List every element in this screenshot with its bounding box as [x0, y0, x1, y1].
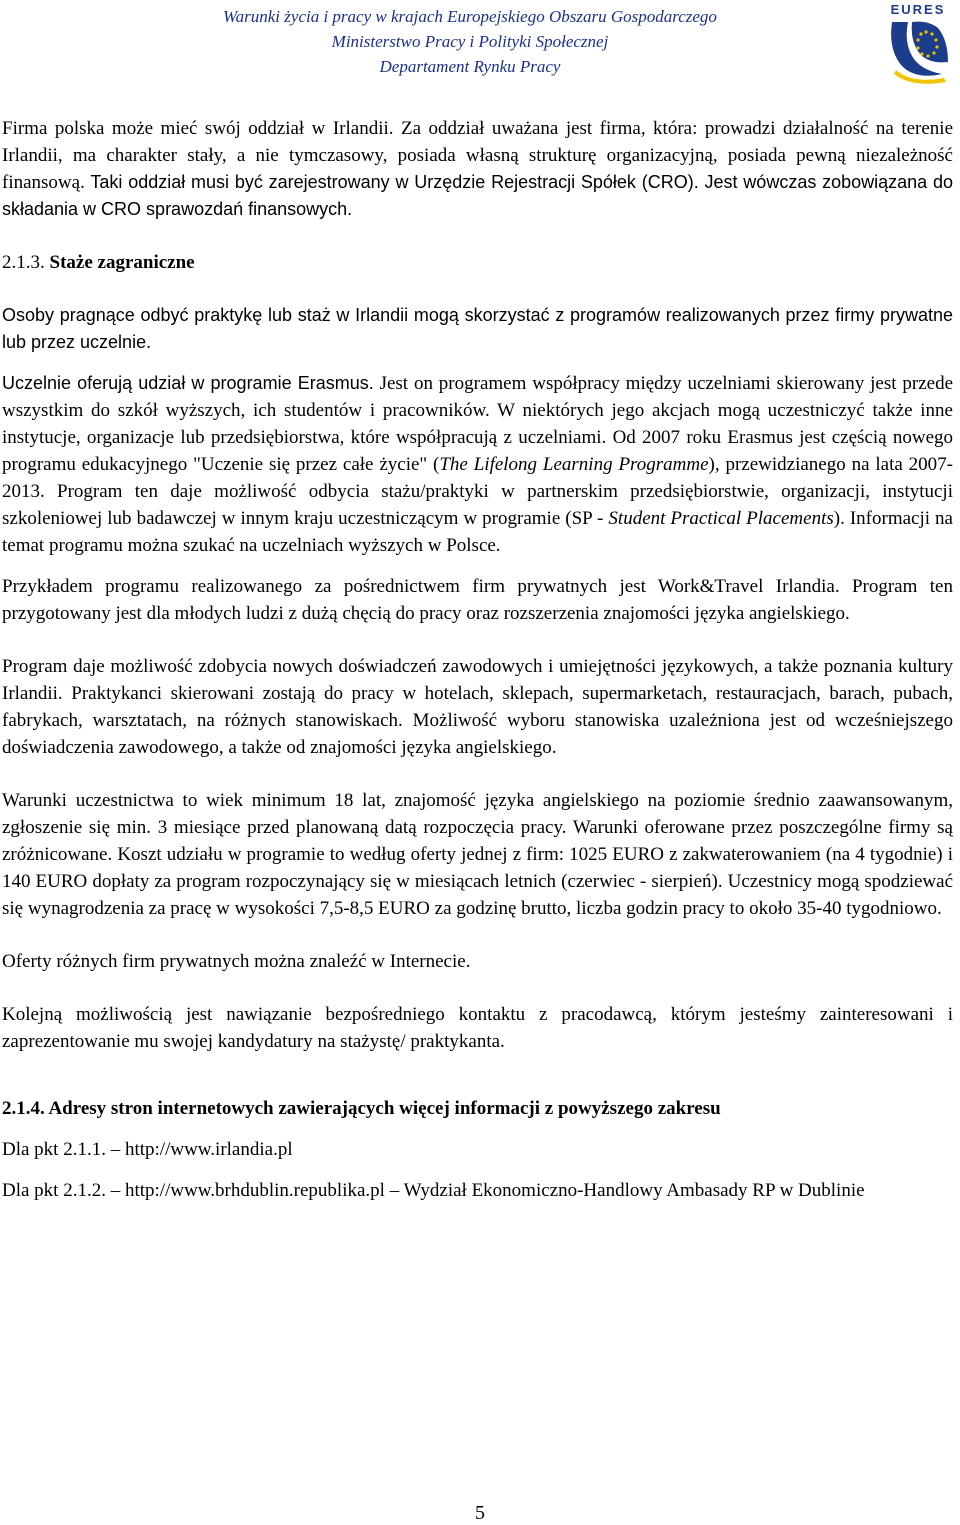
paragraph-offers-online: Oferty różnych firm prywatnych można znaleźć w Internecie. [2, 951, 471, 972]
erasmus-placement-text: ), przewidzianego na lata 2007-2013. Program ten daje możliwość odbycia stażu/praktyki w partnerskim przedsiębiorstwie, organizacji, instytucji szkoleniowej lub badawczej w innym kraju uczestniczącym w programie (SP - [2, 454, 953, 529]
erasmus-cooperation-text: Jest on programem współpracy między uczelniami skierowany jest przede wszystkim do szkół wyższych, ich studentów i pracowników. W niektórych jego akcjach mogą uczestniczyć także inne instytucje, organizacje lub przedsiębiorstwa, które współpracują z uczelniami. [2, 373, 953, 448]
student-practical-placements-name: Student Practical Placements [608, 508, 834, 529]
section-number: 2.1.3. [2, 252, 45, 273]
paragraph-program-benefits: Program daje możliwość zdobycia nowych doświadczeń zawodowych i umiejętności językowych, a także poznania kultury Irlandii. Praktykanci skierowani zostają do pracy w hotelach, sklepach, supermarketach, restauracjach, barach, pubach, fabrykach, warsztatach, na różnych stanowiskach. Możliwość wyboru stanowiska uzależniona jest od wcześniejszego doświadczenia zawodowego, a także od znajomości języka angielskiego. [2, 656, 953, 758]
section-title: Staże zagraniczne [49, 252, 195, 273]
header-department-line: Departament Rynku Pracy [379, 57, 561, 76]
branch-registration-text: Taki oddział musi być zarejestrowany w Urzędzie Rejestracji Spółek (CRO). Jest wówczas zobowiązana do składania w CRO sprawozdań finansowych. [2, 172, 954, 219]
paragraph-direct-contact: Kolejną możliwością jest nawiązanie bezpośredniego kontaktu z pracodawcą, którym jesteśmy zainteresowani i zaprezentowanie mu swojej kandydatury na stażystę/ praktykanta. [2, 1004, 953, 1052]
lifelong-learning-programme-name: The Lifelong Learning Programme [439, 454, 709, 475]
page-header [0, 0, 960, 80]
paragraph-work-travel: Przykładem programu realizowanego za pośrednictwem firm prywatnych jest Work&Travel Irlandia. Program ten przygotowany jest dla młodych ludzi z dużą chęcią do pracy oraz rozszerzenia znajomości języka angielskiego. [2, 576, 953, 624]
section-heading-2-1-4-text: 2.1.4. Adresy stron internetowych zawierających więcej informacji z powyższego zakresu [2, 1098, 721, 1119]
header-ministry-line: Ministerstwo Pracy i Polityki Społecznej [331, 32, 609, 51]
erasmus-intro-text: Uczelnie oferują udział w programie Erasmus. [2, 373, 374, 393]
header-title-line: Warunki życia i pracy w krajach Europejskiego Obszaru Gospodarczego [223, 7, 717, 26]
paragraph-participation-conditions: Warunki uczestnictwa to wiek minimum 18 lat, znajomość języka angielskiego na poziomie średnio zaawansowanym, zgłoszenie się min. 3 miesiące przed planowaną datą rozpoczęcia pracy. Warunki oferowane przez poszczególne firmy są zróżnicowane. Koszt udziału w programie to według oferty jednej z firm: 1025 EURO z zakwaterowaniem (na 4 tygodnie) i 140 EURO dopłaty za program rozpoczynający się w miesiącach letnich (czerwiec - sierpień). Uczestnicy mogą spodziewać się wynagrodzenia za pracę w wysokości 7,5-8,5 EURO za godzinę brutto, liczba godzin pracy to około 35-40 tygodniowo. [2, 790, 953, 919]
erasmus-programme-text: Od 2007 roku Erasmus jest częścią nowego programu edukacyjnego "Uczenie się przez całe życie" ( [2, 427, 954, 475]
paragraph-internships-intro: Osoby pragnące odbyć praktykę lub staż w Irlandii mogą skorzystać z programów realizowanych przez firmy prywatne lub przez uczelnie. [2, 305, 953, 352]
header-text [120, 4, 820, 79]
paragraph-erasmus [2, 370, 953, 559]
document-body [2, 115, 953, 1204]
paragraph-branch [2, 115, 953, 223]
link-line-2-1-2: Dla pkt 2.1.2. – http://www.brhdublin.republika.pl – Wydział Ekonomiczno-Handlowy Ambasady RP w Dublinie [2, 1180, 865, 1201]
eures-logo-text: EURES [890, 2, 946, 17]
section-heading-2-1-3 [2, 249, 953, 276]
link-line-2-1-1: Dla pkt 2.1.1. – http://www.irlandia.pl [2, 1139, 293, 1160]
eures-logo [882, 0, 954, 84]
section-heading-2-1-4 [2, 1095, 953, 1122]
erasmus-info-text: ). Informacji na temat programu można szukać na uczelniach wyższych w Polsce. [2, 508, 953, 556]
page-number: 5 [475, 1502, 485, 1524]
branch-definition-text: Firma polska może mieć swój oddział w Irlandii. Za oddział uważana jest firma, która: prowadzi działalność na terenie Irlandii, ma charakter stały, a nie tymczasowy, posiada własną strukturę organizacyjną, posiada pewną niezależność finansową. [2, 118, 953, 193]
